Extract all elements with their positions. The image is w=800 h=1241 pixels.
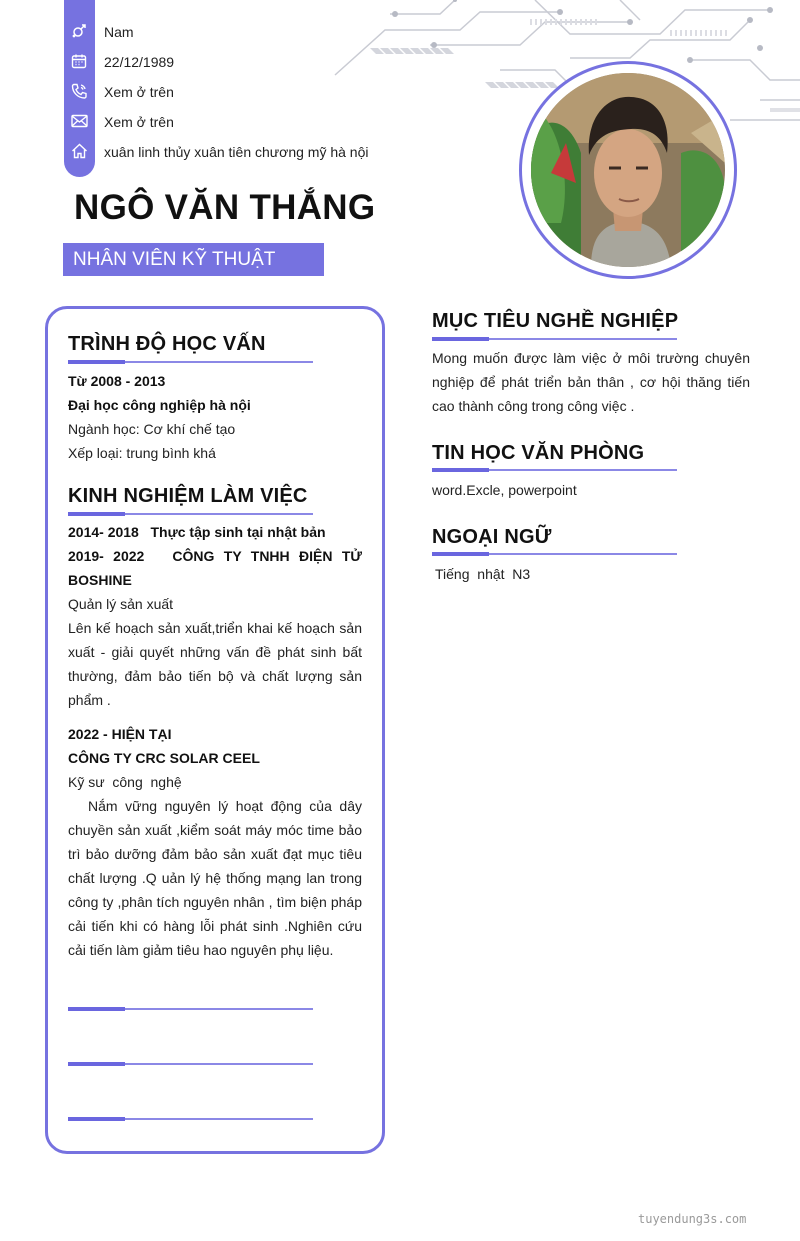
it-skills-title: TIN HỌC VĂN PHÒNG — [432, 442, 645, 464]
objective-divider — [432, 338, 677, 340]
job3-period: 2022 - HIỆN TẠI — [68, 726, 172, 742]
objective-title: MỤC TIÊU NGHỀ NGHIỆP — [432, 310, 679, 332]
contact-email: Xem ở trên — [104, 114, 174, 130]
contact-gender: Nam — [104, 24, 134, 40]
empty-section-divider-2 — [68, 1063, 313, 1065]
gender-icon — [68, 20, 90, 42]
home-icon — [68, 140, 90, 162]
experience-title: KINH NGHIỆM LÀM VIỆC — [68, 485, 308, 507]
job1-line: 2014- 2018 Thực tập sinh tại nhật bản — [68, 524, 326, 540]
education-period: Từ 2008 - 2013 — [68, 373, 166, 389]
empty-section-divider-1 — [68, 1008, 313, 1010]
mail-icon — [68, 110, 90, 132]
education-school: Đại học công nghiệp hà nội — [68, 397, 251, 413]
candidate-name: NGÔ VĂN THẮNG — [74, 188, 376, 227]
contact-phone: Xem ở trên — [104, 84, 174, 100]
job3-company: CÔNG TY CRC SOLAR CEEL — [68, 750, 260, 766]
phone-icon — [68, 80, 90, 102]
job2-description: Lên kế hoạch sản xuất,triển khai kế hoạch sản xuất - giải quyết những vấn đề phát sinh bất thường, đảm bảo tiến bộ và chất lượng sản phẩm . — [68, 620, 362, 708]
calendar-icon — [68, 50, 90, 72]
avatar — [531, 73, 725, 267]
education-title: TRÌNH ĐỘ HỌC VẤN — [68, 333, 266, 355]
it-skills-divider — [432, 469, 677, 471]
job2-company-cont: BOSHINE — [68, 572, 132, 588]
job2-line: 2019- 2022 CÔNG TY TNHH ĐIỆN TỬ — [68, 548, 362, 564]
empty-section-divider-3 — [68, 1118, 313, 1120]
contact-address: xuân linh thủy xuân tiên chương mỹ hà nội — [104, 144, 369, 160]
languages-divider — [432, 553, 677, 555]
education-divider — [68, 361, 313, 363]
education-grade: Xếp loại: trung bình khá — [68, 445, 216, 461]
job3-role: Kỹ sư công nghệ — [68, 774, 182, 790]
watermark: tuyendung3s.com — [638, 1212, 747, 1226]
job3-description: Nắm vững nguyên lý hoạt động của dây chuyền sản xuất ,kiểm soát máy móc time bảo trì bảo dưỡng đảm bảo sản xuất đạt mục tiêu chất lượng .Q uản lý hệ thống mạng lan trong công ty ,phân tích nguyên nhân , tìm biện pháp cải tiến khi có hàng lỗi phát sinh .Nghiên cứu cải tiến làm giảm tiêu hao nguyên phụ liệu. — [68, 798, 362, 958]
education-major: Ngành học: Cơ khí chế tạo — [68, 421, 236, 437]
it-skills-text: word.Excle, powerpoint — [432, 482, 577, 498]
languages-title: NGOẠI NGỮ — [432, 526, 552, 548]
job2-role: Quản lý sản xuất — [68, 596, 174, 612]
contact-birthdate: 22/12/1989 — [104, 54, 175, 70]
languages-text: Tiếng nhật N3 — [435, 566, 531, 582]
experience-divider — [68, 513, 313, 515]
position-title: NHÂN VIÊN KỸ THUẬT — [63, 243, 324, 276]
objective-text: Mong muốn được làm việc ở môi trường chuyên nghiệp để phát triển bản thân , cơ hội thăng tiến cao thành công trong công việc . — [432, 350, 750, 414]
